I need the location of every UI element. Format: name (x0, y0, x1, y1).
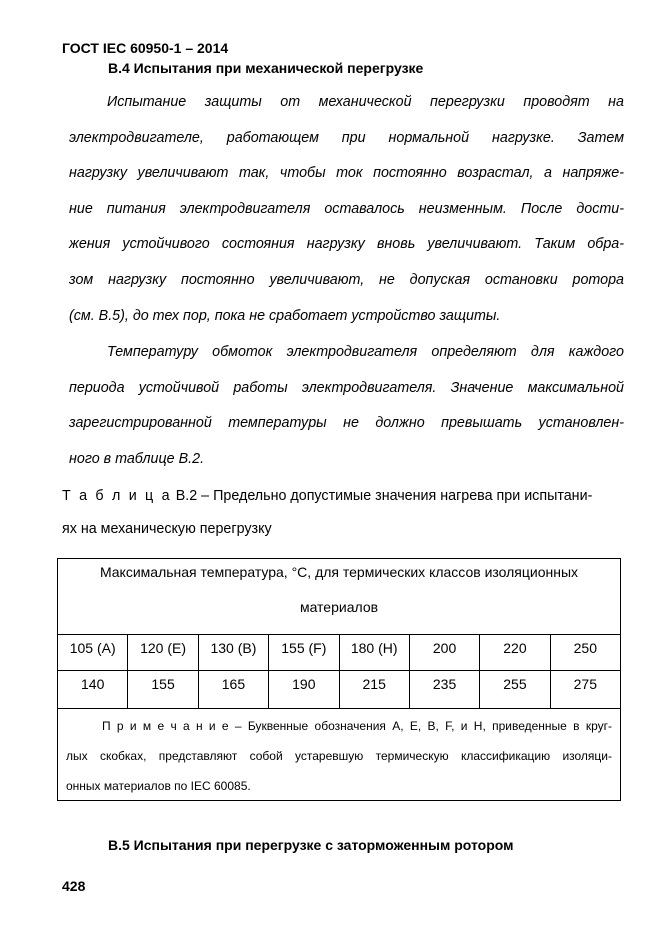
temperature-table (57, 558, 621, 801)
class-cell: 155 (F) (269, 634, 339, 670)
table-header-cell (58, 559, 620, 635)
text-line: зарегистрированной температуры не должно превышать установлен- (69, 415, 624, 432)
text-line: электродвигателе, работающем при нормальной нагрузке. Затем (69, 129, 624, 146)
class-cell: 180 (H) (340, 634, 410, 670)
temperature-cell: 165 (199, 670, 269, 708)
caption-line-2: ях на механическую перегрузку (62, 521, 272, 537)
section-b4-title: B.4 Испытания при механической перегрузке (108, 60, 424, 76)
temperature-cell: 255 (480, 670, 550, 708)
temperature-cell: 190 (269, 670, 339, 708)
class-cell: 130 (B) (199, 634, 269, 670)
note-line: лых скобках, представляют собой устаревшую термическую классификацию изоляци- (66, 749, 612, 763)
table-header-line: материалов (299, 599, 379, 615)
class-cell: 120 (E) (128, 634, 198, 670)
temperature-cell: 215 (340, 670, 410, 708)
caption-text: B.2 – Предельно допустимые значения нагрева при испытани- (171, 488, 593, 504)
temperature-row (58, 670, 620, 709)
section-b5-title: B.5 Испытания при перегрузке с заторможенным ротором (108, 837, 514, 853)
document-header: ГОСТ IEC 60950-1 – 2014 (62, 40, 229, 56)
temperature-cell: 275 (573, 676, 597, 692)
class-cell: 105 (A) (58, 634, 128, 670)
class-cell: 220 (480, 634, 550, 670)
class-cell: 250 (573, 640, 597, 656)
text-line: (см. B.5), до тех пор, пока не сработает устройство защиты. (69, 307, 501, 324)
table-caption (62, 480, 612, 546)
note-line: П р и м е ч а н и е – Буквенные обозначения A, E, B, F, и H, приведенные в круг- (102, 719, 612, 733)
text-line: Температуру обмоток электродвигателя определяют для каждого (107, 344, 624, 360)
table-note (66, 711, 612, 801)
temperature-cell: 140 (58, 670, 128, 708)
text-line: ного в таблице B.2. (69, 450, 205, 467)
text-line: нагрузку увеличивают так, чтобы ток постоянно возрастал, а напряже- (69, 165, 624, 182)
text-line: жения устойчивого состояния нагрузку вновь увеличивают. Таким обра- (69, 236, 624, 253)
table-header-line: Максимальная температура, °C, для термических классов изоляционных (99, 564, 579, 580)
class-cell: 200 (410, 634, 480, 670)
insulation-class-row (58, 634, 620, 671)
paragraph-b4-2 (69, 335, 624, 477)
text-line: ние питания электродвигателя оставалось неизменным. После дости- (69, 200, 624, 217)
text-line: зом нагрузку постоянно увеличивают, не допуская остановки ротора (69, 271, 624, 288)
page-number: 428 (62, 878, 86, 894)
text-line: периода устойчивой работы электродвигателя. Значение максимальной (69, 379, 624, 396)
paragraph-b4-1 (69, 85, 624, 334)
temperature-cell: 235 (410, 670, 480, 708)
caption-label: Т а б л и ц а (62, 488, 172, 504)
note-line: онных материалов по IEC 60085. (66, 779, 251, 793)
caption-line (62, 480, 612, 513)
text-line: Испытание защиты от механической перегрузки проводят на (107, 94, 624, 110)
temperature-cell: 155 (128, 670, 198, 708)
